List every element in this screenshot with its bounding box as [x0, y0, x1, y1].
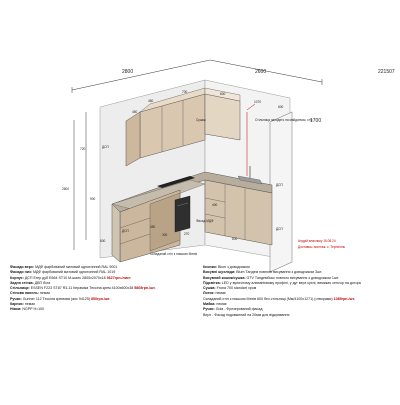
spec-label: Підсвітка:	[203, 280, 222, 285]
label-dsp-2: ДСП	[122, 229, 129, 233]
label-dsp-3: ДСП	[276, 183, 283, 187]
spec-value: немає	[215, 291, 226, 296]
spec-label: Лоток:	[203, 291, 216, 296]
spec-label: Ручки:	[203, 307, 216, 312]
dim-left-2600: 2600	[62, 187, 70, 191]
spec-label: Висувний кошик/сушка:	[203, 275, 247, 280]
dim-upper-450-right: 450	[148, 99, 154, 103]
label-dsp-1: ДСП	[102, 145, 109, 149]
spec-value: МДФ фарбований матовий однотонний RAL 9001	[35, 265, 118, 269]
callout-wall-notes: Стільниця заходить на майданчик, стік	[255, 118, 313, 122]
spec-row	[10, 307, 200, 312]
spec-value: Gola - Фрезерований фасад	[215, 307, 263, 312]
label-dsp-4: ДСП	[276, 227, 283, 231]
dim-450: 450	[150, 225, 156, 229]
spec-value: немає	[24, 302, 36, 307]
spec-label: Стінова панель:	[10, 291, 40, 296]
dim-600-b: 600	[232, 237, 238, 241]
dim-left-720: 720	[80, 147, 86, 151]
spec-label: Мийка:	[203, 302, 217, 307]
dim-upper-700: 700	[182, 90, 188, 94]
note-owner: Андрій власнику 15.08.24	[298, 239, 336, 243]
spec-value: ESSEN F223 ST87 R3-11 Кераміка Тессіна крем 4100x600x38	[30, 286, 134, 291]
dim-270: 270	[184, 232, 190, 236]
spec-label: Карниз:	[10, 302, 25, 307]
spec-value: ДСП Егер дуб Е664 ST10 М-шаль 2800x2070x18	[24, 275, 106, 280]
spec-value: Складаний стіл з нишкою Мехів 600 без стільниці (Мм/4100х1271) (отворами)	[203, 296, 333, 301]
spec-label: Фасади низ:	[10, 270, 33, 275]
dim-left-900: 900	[90, 197, 96, 201]
spec-value: Frona 700 standart хром	[216, 286, 257, 291]
spec-label: Кнопки:	[203, 265, 218, 269]
spec-value: Blum Тандем повного висування з доводчиком 3шт.	[236, 270, 323, 275]
spec-price: 5865грн./шт.	[133, 286, 156, 291]
dim-right-1070: 1070	[254, 100, 262, 104]
spec-value: Blum з доводчиком	[217, 265, 250, 269]
callout-facade: Фасад МДФ	[196, 219, 214, 223]
dim-300: 300	[162, 233, 168, 237]
spec-price: 1085грн./шт.	[332, 296, 355, 301]
specs-right	[203, 265, 393, 318]
spec-value: немає	[39, 291, 51, 296]
note-delivery: Доставка і монтаж: с. Тернопіль	[298, 245, 346, 249]
dim-top-right: 2600	[255, 69, 267, 75]
dim-400: 400	[212, 203, 218, 207]
spec-price: 3627грн./лист	[105, 275, 131, 280]
specs-left	[10, 265, 200, 313]
dim-upper-450-left: 450	[132, 110, 138, 114]
spec-value: GTV Тандембокс повного висування з доводчиком 1шт.	[246, 275, 340, 280]
order-number: 221507	[378, 69, 395, 75]
spec-value: Верх - Фасад подовжений на 20мм для відкривання	[203, 312, 290, 317]
right-end-panel	[270, 112, 292, 272]
spec-label: Фасади верх:	[10, 265, 36, 269]
left-dimension-lines	[74, 112, 86, 250]
spec-row	[203, 313, 393, 318]
spec-label: Сушка:	[203, 286, 217, 291]
dim-left-600: 600	[100, 239, 106, 243]
spec-value: ДВП біла	[34, 280, 51, 285]
spec-label: Висувні шухляди:	[203, 270, 237, 275]
dim-upper-600: 600	[220, 92, 226, 96]
callout-folding-table: Складаний стіл з нишкою Мехів	[150, 252, 198, 256]
spec-label: Стільниця:	[10, 286, 31, 291]
spec-label: Ніжки:	[10, 307, 23, 312]
spec-value: Gurtner 112 Тессіна кремова (anc 94125)	[22, 296, 91, 301]
left-end-panel	[112, 204, 120, 262]
callout-sushka: Сушка	[196, 118, 206, 122]
dim-top-left: 2800	[122, 69, 134, 75]
spec-label: Задня стінка:	[10, 280, 35, 285]
spec-label: Ручки:	[10, 296, 23, 301]
spec-price: 850грн./шт.	[90, 296, 111, 301]
dim-right-1700: 1700	[310, 118, 322, 124]
spec-value: МДФ фарбований матовий однотонний RAL 1019	[32, 270, 116, 275]
spec-value: NGPP H=100	[22, 307, 45, 312]
spec-value: немає	[216, 302, 227, 307]
spec-label: Корпус:	[10, 275, 25, 280]
dim-right-600: 600	[278, 105, 284, 109]
spec-value: LED у вуличному алюмінієвому профілі, у дуг верх кухні, вимикач сенсор на доторк	[221, 280, 362, 285]
